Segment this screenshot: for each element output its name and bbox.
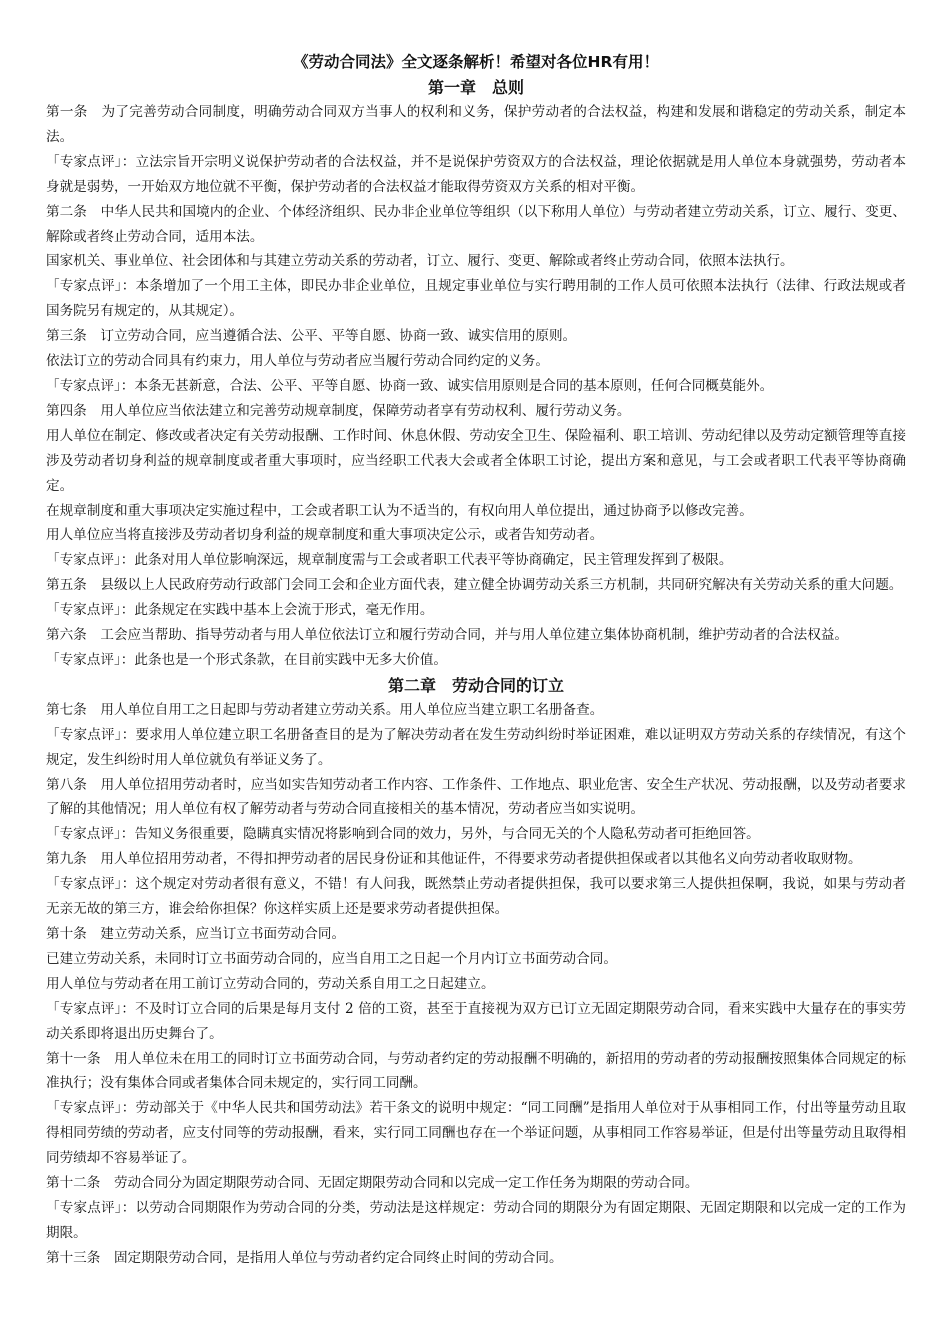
paragraph: 已建立劳动关系，未同时订立书面劳动合同的，应当自用工之日起一个月内订立书面劳动合同。 [46, 950, 617, 967]
paragraph: 依法订立的劳动合同具有约束力，用人单位与劳动者应当履行劳动合同约定的义务。 [46, 353, 549, 370]
paragraph: 第十三条 固定期限劳动合同，是指用人单位与劳动者约定合同终止时间的劳动合同。 [46, 1249, 563, 1266]
paragraph: 第八条 用人单位招用劳动者时，应当如实告知劳动者工作内容、工作条件、工作地点、职业危害、安全生产状况、劳动报酬，以及劳动者要求了解的其他情况；用人单位有权了解劳动者与劳动合同直接相关的基本情况，劳动者应当如实说明。 [46, 776, 906, 818]
expert-comment: 「专家点评」：不及时订立合同的后果是每月支付 2 倍的工资，甚至于直接视为双方已订立无固定期限劳动合同，看来实践中大量存在的事实劳动关系即将退出历史舞台了。 [46, 1000, 906, 1042]
paragraph: 用人单位与劳动者在用工前订立劳动合同的，劳动关系自用工之日起建立。 [46, 975, 495, 992]
chapter-1-heading: 第一章 总则 [427, 78, 524, 97]
expert-comment: 「专家点评」：立法宗旨开宗明义说保护劳动者的合法权益，并不是说保护劳资双方的合法权益，理论依据就是用人单位本身就强势，劳动者本身就是弱势，一开始双方地位就不平衡，保护劳动者的合法权益才能取得劳资双方关系的相对平衡。 [46, 153, 906, 195]
expert-comment: 「专家点评」：此条也是一个形式条款，在目前实践中无多大价值。 [46, 651, 448, 668]
expert-comment: 「专家点评」：要求用人单位建立职工名册备查目的是为了解决劳动者在发生劳动纠纷时举证困难，难以证明双方劳动关系的存续情况，有这个规定，发生纠纷时用人单位就负有举证义务了。 [46, 726, 906, 768]
expert-comment: 「专家点评」：这个规定对劳动者很有意义，不错！有人问我，既然禁止劳动者提供担保，我可以要求第三人提供担保啊，我说，如果与劳动者无亲无故的第三方，谁会给你担保？你这样实质上还是要求劳动者提供担保。 [46, 876, 906, 918]
paragraph: 用人单位应当将直接涉及劳动者切身利益的规章制度和重大事项决定公示，或者告知劳动者。 [46, 527, 604, 544]
chapter-2-body [46, 698, 906, 1271]
paragraph: 第二条 中华人民共和国境内的企业、个体经济组织、民办非企业单位等组织（以下称用人单位）与劳动者建立劳动关系，订立、履行、变更、解除或者终止劳动合同，适用本法。 [46, 203, 906, 245]
expert-comment: 「专家点评」：劳动部关于《中华人民共和国劳动法》若干条文的说明中规定：“同工同酬”是指用人单位对于从事相同工作，付出等量劳动且取得相同劳绩的劳动者，应支付同等的劳动报酬，看来，实行同工同酬也存在一个举证问题，从事相同工作容易举证，但是付出等量劳动且取得相同劳绩却不容易举证了。 [46, 1100, 906, 1167]
expert-comment: 「专家点评」：以劳动合同期限作为劳动合同的分类，劳动法是这样规定：劳动合同的期限分为有固定期限、无固定期限和以完成一定的工作为期限。 [46, 1199, 906, 1241]
expert-comment: 「专家点评」：本条无甚新意，合法、公平、平等自愿、协商一致、诚实信用原则是合同的基本原则，任何合同概莫能外。 [46, 377, 774, 394]
paragraph: 国家机关、事业单位、社会团体和与其建立劳动关系的劳动者，订立、履行、变更、解除或者终止劳动合同，依照本法执行。 [46, 253, 794, 270]
paragraph: 第七条 用人单位自用工之日起即与劳动者建立劳动关系。用人单位应当建立职工名册备查。 [46, 701, 604, 718]
expert-comment: 「专家点评」：此条对用人单位影响深远，规章制度需与工会或者职工代表平等协商确定，民主管理发挥到了极限。 [46, 552, 733, 569]
expert-comment: 「专家点评」：告知义务很重要，隐瞒真实情况将影响到合同的效力，另外，与合同无关的个人隐私劳动者可拒绝回答。 [46, 826, 760, 843]
paragraph: 在规章制度和重大事项决定实施过程中，工会或者职工认为不适当的，有权向用人单位提出，通过协商予以修改完善。 [46, 502, 753, 519]
paragraph: 用人单位在制定、修改或者决定有关劳动报酬、工作时间、休息休假、劳动安全卫生、保险福利、职工培训、劳动纪律以及劳动定额管理等直接涉及劳动者切身利益的规章制度或者重大事项时，应当经职工代表大会或者全体职工讨论，提出方案和意见，与工会或者职工代表平等协商确定。 [46, 427, 906, 494]
paragraph: 第十一条 用人单位未在用工的同时订立书面劳动合同，与劳动者约定的劳动报酬不明确的，新招用的劳动者的劳动报酬按照集体合同规定的标准执行；没有集体合同或者集体合同未规定的，实行同工同酬。 [46, 1050, 906, 1092]
document-title: 《劳动合同法》全文逐条解析！希望对各位HR有用！ [293, 53, 659, 71]
document-page [46, 50, 906, 1271]
paragraph: 第六条 工会应当帮助、指导劳动者与用人单位依法订立和履行劳动合同，并与用人单位建立集体协商机制，维护劳动者的合法权益。 [46, 627, 849, 644]
paragraph: 第五条 县级以上人民政府劳动行政部门会同工会和企业方面代表，建立健全协调劳动关系三方机制，共同研究解决有关劳动关系的重大问题。 [46, 577, 903, 594]
paragraph: 第十二条 劳动合同分为固定期限劳动合同、无固定期限劳动合同和以完成一定工作任务为期限的劳动合同。 [46, 1175, 699, 1192]
expert-comment: 「专家点评」：此条规定在实践中基本上会流于形式，毫无作用。 [46, 602, 434, 619]
paragraph: 第四条 用人单位应当依法建立和完善劳动规章制度，保障劳动者享有劳动权利、履行劳动义务。 [46, 402, 631, 419]
paragraph: 第十条 建立劳动关系，应当订立书面劳动合同。 [46, 926, 346, 942]
paragraph: 第三条 订立劳动合同，应当遵循合法、公平、平等自愿、协商一致、诚实信用的原则。 [46, 328, 577, 345]
chapter-2-heading: 第二章 劳动合同的订立 [387, 675, 564, 695]
paragraph: 第九条 用人单位招用劳动者，不得扣押劳动者的居民身份证和其他证件，不得要求劳动者提供担保或者以其他名义向劳动者收取财物。 [46, 851, 862, 868]
chapter-1-body [46, 100, 906, 673]
expert-comment: 「专家点评」：本条增加了一个用工主体，即民办非企业单位，且规定事业单位与实行聘用制的工作人员可依照本法执行（法律、行政法规或者国务院另有规定的，从其规定）。 [46, 278, 906, 320]
paragraph: 第一条 为了完善劳动合同制度，明确劳动合同双方当事人的权利和义务，保护劳动者的合法权益，构建和发展和谐稳定的劳动关系，制定本法。 [46, 104, 906, 145]
